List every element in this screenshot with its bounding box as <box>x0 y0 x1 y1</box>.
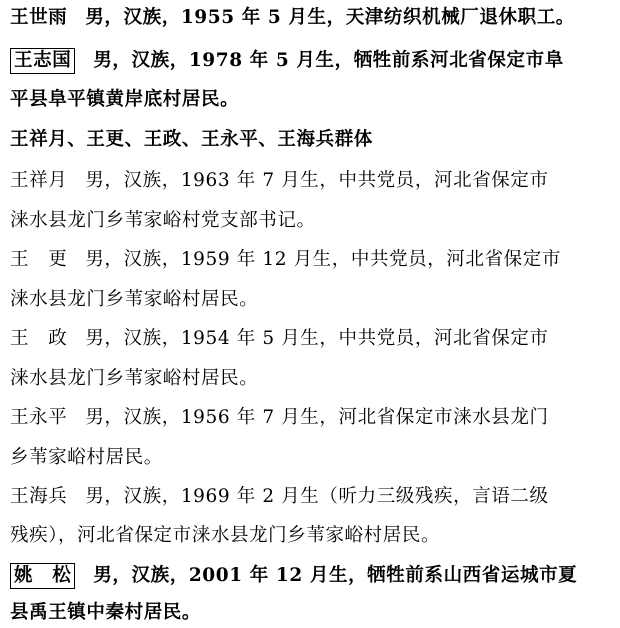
entry-wang-geng-continued <box>10 288 258 312</box>
person-name: 王 政 <box>10 328 68 349</box>
entry-wang-shiyu <box>10 6 575 30</box>
entry-wang-xiangyue <box>10 169 549 193</box>
group-title <box>10 128 373 152</box>
person-name-boxed: 姚 松 <box>10 563 75 589</box>
entry-wang-zhiguo-continued <box>10 88 239 112</box>
person-description: 男，汉族，1956 年 7 月生，河北省保定市涞水县龙门 <box>85 407 549 428</box>
entry-wang-haibing-continued <box>10 524 440 548</box>
person-description: 男，汉族，1963 年 7 月生，中共党员，河北省保定市 <box>85 170 549 191</box>
person-name: 王永平 <box>10 407 68 428</box>
person-description: 男，汉族，1978 年 5 月生，牺牲前系河北省保定市阜 <box>93 50 564 71</box>
entry-wang-xiangyue-continued <box>10 209 316 233</box>
entry-wang-haibing <box>10 485 549 509</box>
person-description-continued: 残疾），河北省保定市涞水县龙门乡苇家峪村居民。 <box>10 525 441 546</box>
person-description-continued: 县禹王镇中秦村居民。 <box>10 602 202 623</box>
entry-wang-zheng <box>10 327 549 351</box>
entry-wang-zheng-continued <box>10 367 258 391</box>
entry-wang-yongping-continued <box>10 446 163 470</box>
group-title-text: 王祥月、王更、王政、王永平、王海兵群体 <box>10 129 373 150</box>
entry-yao-song <box>10 563 577 589</box>
person-description-continued: 平县阜平镇黄岸底村居民。 <box>10 89 240 110</box>
entry-wang-zhiguo <box>10 48 564 74</box>
person-description: 男，汉族，1969 年 2 月生（听力三级残疾，言语二级 <box>85 486 549 507</box>
person-description-continued: 涞水县龙门乡苇家峪村居民。 <box>10 368 259 389</box>
person-description-continued: 涞水县龙门乡苇家峪村居民。 <box>10 289 259 310</box>
person-name: 王 更 <box>10 249 68 270</box>
person-name: 王海兵 <box>10 486 68 507</box>
person-description: 男，汉族，1954 年 5 月生，中共党员，河北省保定市 <box>85 328 549 349</box>
entry-wang-yongping <box>10 406 549 430</box>
person-description: 男，汉族，1955 年 5 月生，天津纺织机械厂退休职工。 <box>85 7 575 28</box>
person-name-boxed: 王志国 <box>10 48 75 74</box>
person-description: 男，汉族，2001 年 12 月生，牺牲前系山西省运城市夏 <box>93 565 578 586</box>
person-name: 王世雨 <box>10 7 68 28</box>
entry-yao-song-continued <box>10 601 201 625</box>
entry-wang-geng <box>10 248 561 272</box>
person-description-continued: 涞水县龙门乡苇家峪村党支部书记。 <box>10 210 316 231</box>
person-description: 男，汉族，1959 年 12 月生，中共党员，河北省保定市 <box>85 249 561 270</box>
person-name: 王祥月 <box>10 170 68 191</box>
person-description-continued: 乡苇家峪村居民。 <box>10 447 163 468</box>
